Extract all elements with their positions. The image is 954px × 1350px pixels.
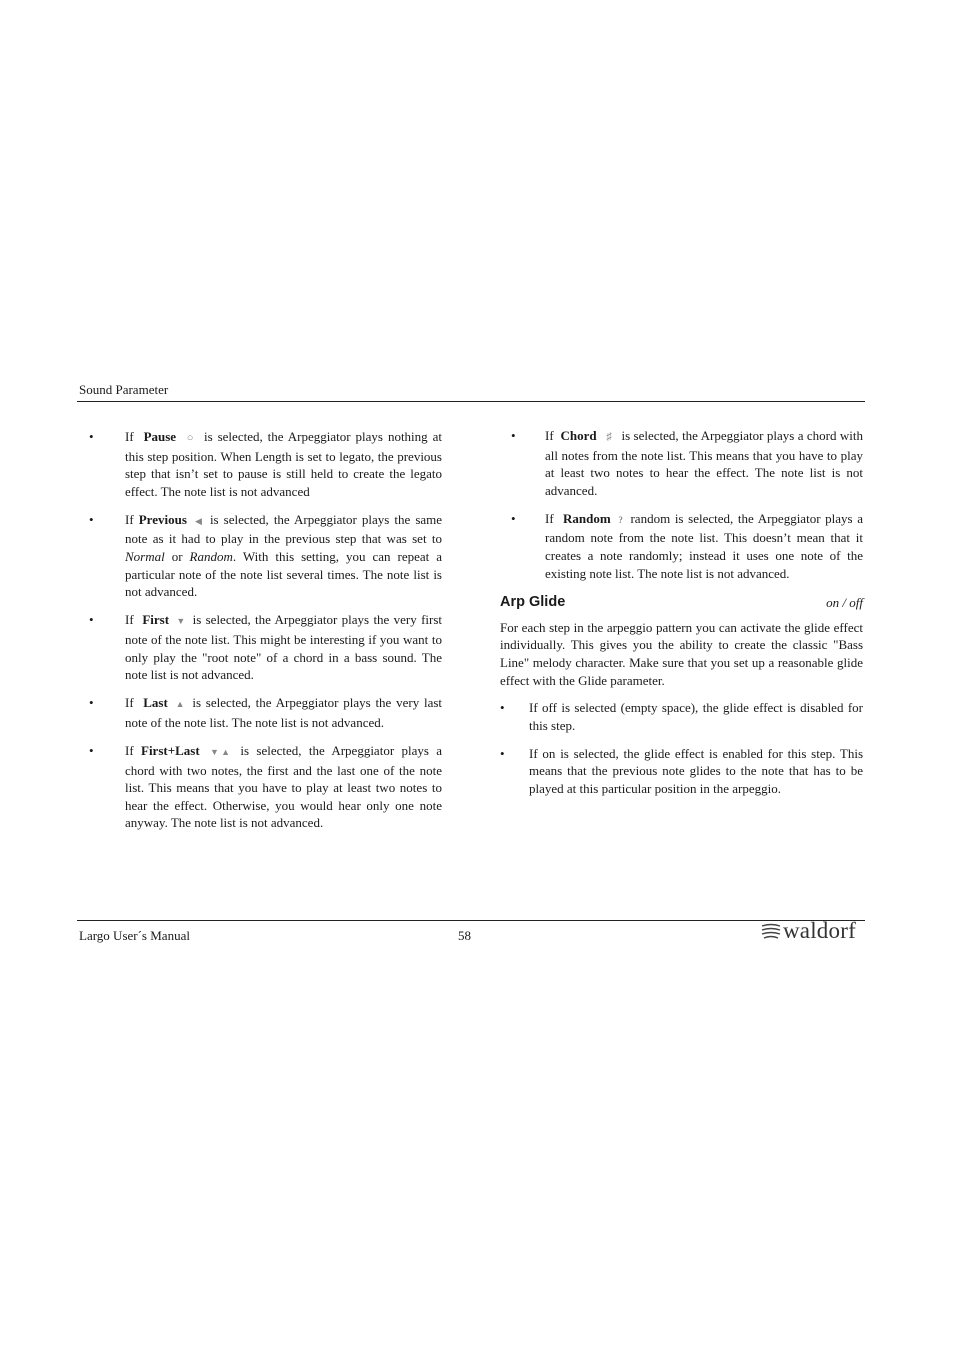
bullet: •: [89, 695, 94, 711]
bullet: •: [89, 429, 94, 444]
list-item: • If Chord ♯ is selected, the Arpeggiator plays a chord with all notes from the note list. This means that you have to play at least two notes to hear the effect. The note list is not advanced.: [511, 428, 864, 498]
list-item: • If Previous ◀ is selected, the Arpeggiator plays the same note as it had to play in the previous step that was set to Normal or Random. With this setting, you can repeat a particular note of the note list several times. The note list is not advanced.: [89, 511, 443, 600]
previous-icon: ◀: [194, 515, 202, 526]
bullet: •: [89, 742, 94, 758]
header-rule: [77, 401, 865, 402]
bullet: •: [500, 700, 505, 716]
bullet: •: [89, 612, 94, 628]
page-number: 58: [458, 928, 471, 943]
right-column: [500, 427, 863, 808]
arp-glide-heading-row: [500, 593, 863, 615]
list-item: • If on is selected, the glide effect is enabled for this step. This means that the previous note glides to the note that has to be played at this particular position in the arpeggio.: [500, 745, 863, 796]
bullet: •: [511, 510, 516, 526]
bullet: •: [511, 428, 516, 443]
first-icon: ▼: [176, 616, 186, 627]
left-column: [89, 428, 442, 842]
list-item: • If Random ? random is selected, the Arpeggiator plays a random note from the note list. This doesn’t mean that it creates a note randomly; instead it uses one note of the existing note list. The note list is not advanced.: [511, 510, 864, 581]
logo-wordmark: waldorf: [783, 918, 856, 943]
random-icon: ?: [618, 514, 623, 525]
pause-icon: ○: [186, 432, 194, 444]
manual-title: Largo User´s Manual: [79, 928, 190, 943]
arp-glide-intro: For each step in the arpeggio pattern you can activate the glide effect individually. This gives you the ability to create the classic "Bass Line" melody character. Make sure that you set up a reasonable glide effect with the Glide parameter.: [500, 619, 863, 688]
bullet: •: [500, 745, 505, 761]
section-heading: Arp Glide: [500, 593, 566, 610]
waldorf-logo: [760, 918, 856, 944]
running-header: Sound Parameter: [79, 382, 169, 397]
bullet: •: [89, 511, 94, 527]
list-item: • If Last ▲ is selected, the Arpeggiator plays the very last note of the note list. The note list is not advanced.: [89, 695, 443, 730]
last-icon: ▲: [175, 699, 185, 710]
chord-icon: ♯: [606, 431, 612, 443]
list-item: • If First+Last ▼ ▲ is selected, the Arpeggiator plays a chord with two notes, the first and the last one of the note list. This means that you have to play at least two notes to hear the effect. Otherwise, you would hear only one note anyway. The note list is not advanced.: [89, 742, 443, 831]
footer-rule: [77, 920, 865, 921]
list-item: • If Pause ○ is selected, the Arpeggiator plays nothing at this step position. When Length is set to legato, the previous step that isn’t set to pause is still held to create the legato effect. The note list is not advanced: [89, 429, 442, 499]
list-item: • If off is selected (empty space), the glide effect is disabled for this step.: [500, 700, 863, 733]
value-range: on / off: [826, 594, 863, 610]
first-last-icon: ▼ ▲: [210, 746, 231, 757]
waldorf-logo-icon: [760, 922, 782, 940]
list-item: • If First ▼ is selected, the Arpeggiator plays the very first note of the note list. This might be interesting if you want to only play the "root note" of a chord in a bass sound. The note list is not advanced.: [89, 612, 443, 683]
